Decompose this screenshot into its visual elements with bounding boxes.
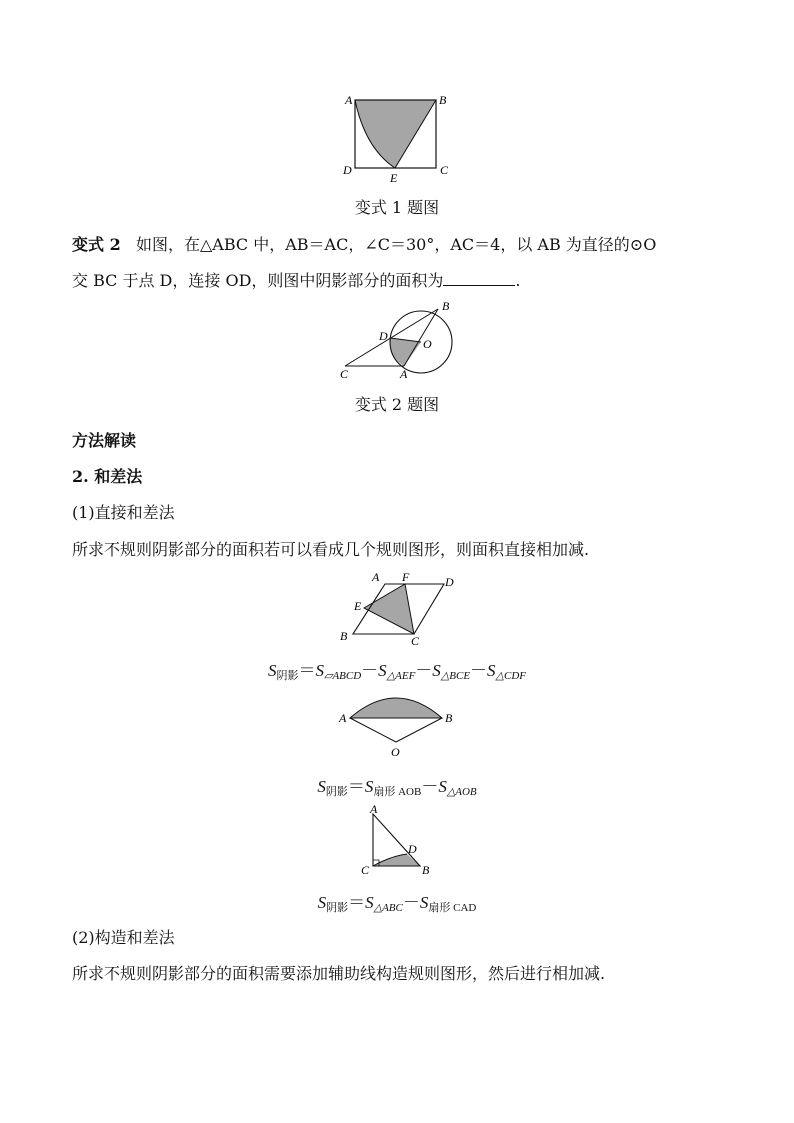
paragraph-2: 所求不规则阴影部分的面积需要添加辅助线构造规则图形，然后进行相加减. [72,964,606,983]
figure-2-svg [335,298,460,383]
figure-1 [340,90,460,185]
label-b: B [439,93,447,107]
figure-1-svg [340,90,460,185]
label-a: A [345,93,353,107]
variant-2-label: 变式 2 [72,235,121,254]
label-e: E [390,171,398,185]
label-c: C [340,367,349,381]
label-a: A [400,367,408,381]
label-b: B [445,711,453,725]
paragraph-1: 所求不规则阴影部分的面积若可以看成几个规则图形，则面积直接相加减. [72,540,590,559]
label-a: A [370,802,378,816]
figure-3-svg [338,568,463,648]
label-a: A [372,570,380,584]
label-f: F [402,570,410,584]
figure-5-svg [358,802,438,882]
variant-2-text-1: 如图，在△ABC 中，AB＝AC，∠C＝30°，AC＝4，以 AB 为直径的⊙O [135,235,657,254]
figure-5 [358,802,438,882]
variant-2-text-2: 交 BC 于点 D，连接 OD，则图中阴影部分的面积为 [72,271,444,290]
label-b: B [422,863,430,877]
formula-2: S阴影＝S扇形 AOB－S△AOB [317,777,477,798]
figure-3 [338,568,463,648]
figure-2 [335,298,460,383]
label-b: B [442,299,450,313]
shaded-sector [390,338,421,366]
variant-2-line-2 [72,268,521,291]
label-o: O [423,337,432,351]
label-c: C [411,634,420,648]
variant-2-text-end: . [515,271,521,290]
label-c: C [361,863,370,877]
label-o: O [391,745,400,759]
section-title: 方法解读 [72,431,137,450]
label-c: C [440,163,449,177]
label-d: D [445,575,454,589]
shaded-region [355,100,436,168]
shaded-triangle-cef [364,584,414,634]
formula-3: S阴影＝S△ABC－S扇形 CAD [317,893,477,914]
figure-1-caption: 变式 1 题图 [354,198,440,217]
subheading-1: (1)直接和差法 [72,503,175,522]
label-a: A [339,711,347,725]
label-e: E [354,599,362,613]
label-d: D [408,842,417,856]
variant-2-line-1 [72,232,656,255]
line-bo [396,718,442,742]
formula-1: S阴影＝S▱ABCD－S△AEF－S△BCE－S△CDF [267,661,527,682]
figure-4 [336,686,461,761]
figure-2-caption: 变式 2 题图 [354,395,440,414]
shaded-segment [350,698,442,718]
section-heading: 2. 和差法 [72,467,143,486]
line-ab [404,309,438,366]
figure-4-svg [336,686,461,761]
subheading-2: (2)构造和差法 [72,928,175,947]
label-d: D [343,163,352,177]
answer-blank[interactable] [443,271,515,286]
label-b: B [340,629,348,643]
label-d: D [379,329,388,343]
line-ao [350,718,396,742]
